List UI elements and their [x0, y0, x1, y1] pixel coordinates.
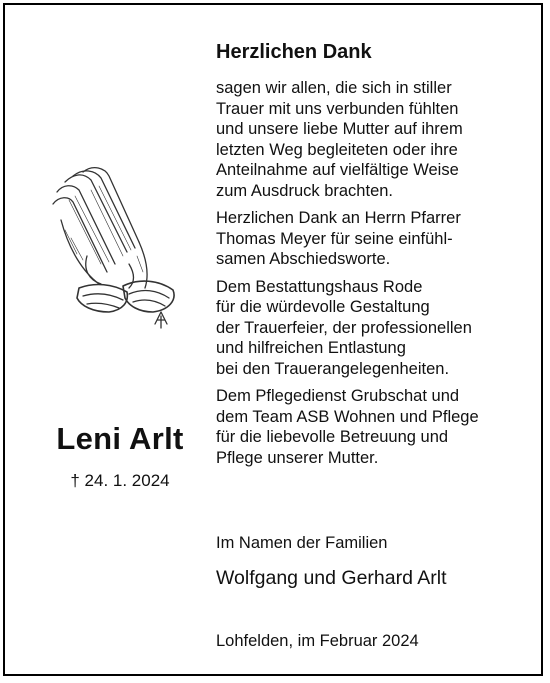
place-date: Lohfelden, im Februar 2024	[216, 632, 419, 650]
text-line: und hilfreichen Entlastung	[216, 339, 406, 357]
notice-frame	[3, 3, 543, 676]
memorial-column	[15, 155, 205, 505]
text-line: sagen wir allen, die sich in stiller	[216, 79, 452, 97]
text-line: Herzlichen Dank an Herrn Pfarrer	[216, 209, 461, 227]
signers: Wolfgang und Gerhard Arlt	[216, 567, 447, 589]
text-line: Anteilnahme auf vielfältige Weise	[216, 161, 459, 179]
text-line: und unsere liebe Mutter auf ihrem	[216, 120, 463, 138]
thanks-paragraph-pastor	[216, 208, 541, 270]
praying-hands-icon	[43, 160, 193, 340]
page-title: Herzlichen Dank	[216, 41, 372, 63]
thanks-paragraph-care-service	[216, 386, 541, 468]
text-line: samen Abschiedsworte.	[216, 250, 391, 268]
thanks-paragraph-general	[216, 78, 541, 201]
text-line: letzten Weg begleiteten oder ihre	[216, 140, 458, 159]
text-line: für die würdevolle Gestaltung	[216, 298, 430, 316]
text-line: Pflege unserer Mutter.	[216, 448, 379, 467]
text-line: zum Ausdruck brachten.	[216, 181, 394, 200]
text-line: Thomas Meyer für seine einfühl-	[216, 229, 453, 248]
text-line: der Trauerfeier, der professionellen	[216, 318, 472, 337]
thanks-paragraph-funeral-home	[216, 277, 541, 380]
deceased-name: Leni Arlt	[56, 421, 184, 456]
text-line: bei den Trauerangelegenheiten.	[216, 359, 450, 378]
thanks-column	[216, 39, 541, 475]
text-line: dem Team ASB Wohnen und Pflege	[216, 407, 479, 426]
on-behalf-line: Im Namen der Familien	[216, 534, 388, 552]
text-line: für die liebevolle Betreuung und	[216, 428, 449, 446]
text-line: Trauer mit uns verbunden fühlten	[216, 99, 459, 118]
text-line: Dem Bestattungshaus Rode	[216, 277, 423, 296]
text-line: Dem Pflegedienst Grubschat und	[216, 387, 460, 405]
death-date: † 24. 1. 2024	[70, 471, 170, 490]
